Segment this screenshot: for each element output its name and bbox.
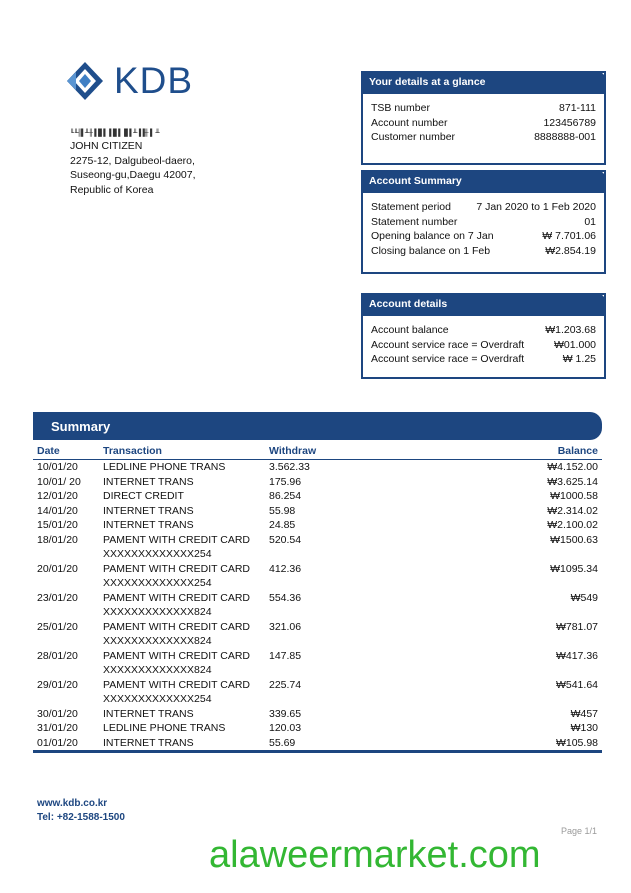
transaction-description: PAMENT WITH CREDIT CARD: [103, 533, 251, 546]
cell-transaction: [99, 489, 265, 504]
account-summary-value: ₩ 7.701.06: [542, 230, 596, 243]
account-summary-row: [371, 215, 596, 230]
cell-transaction: [99, 518, 265, 533]
address-barcode: ╙╙╢▌╨╫▐▐▌▌▐▐▌▌▐▌▌╨▐▐╫▐ ╨: [70, 129, 160, 137]
cell-transaction: [99, 620, 265, 649]
bank-logo: [63, 60, 193, 102]
cell-date: 10/01/ 20: [37, 475, 81, 488]
transaction-description: INTERNET TRANS: [103, 475, 194, 488]
cell-balance: ₩781.07: [555, 620, 598, 633]
transaction-description: LEDLINE PHONE TRANS: [103, 461, 226, 473]
account-details-title: Account details: [361, 293, 606, 316]
transaction-description: INTERNET TRANS: [103, 736, 194, 749]
cell-balance: ₩3.625.14: [547, 475, 598, 488]
account-summary-box: [361, 170, 606, 274]
details-value: 871-111: [559, 102, 596, 114]
cell-transaction: [99, 475, 265, 490]
transaction-description: PAMENT WITH CREDIT CARD: [103, 678, 251, 691]
cell-date: 25/01/20: [37, 620, 78, 633]
cell-date: 01/01/20: [33, 736, 99, 752]
cell-balance: ₩1095.34: [550, 562, 598, 575]
table-row: [33, 721, 602, 736]
account-summary-label: Closing balance on 1 Feb: [371, 244, 491, 257]
account-details-row: [371, 338, 596, 353]
cell-withdraw: 225.74: [269, 678, 302, 691]
cell-withdraw: 339.65: [269, 707, 302, 720]
details-box: [361, 71, 606, 165]
cell-withdraw: 175.96: [269, 475, 302, 488]
details-row: [371, 130, 596, 145]
cell-date: 31/01/20: [37, 722, 78, 734]
account-summary-row: [371, 200, 596, 215]
cell-date: 23/01/20: [37, 591, 78, 604]
details-label: Customer number: [371, 131, 456, 144]
column-header-withdraw: Withdraw: [265, 444, 469, 460]
cell-balance: ₩130: [570, 722, 598, 734]
card-number: XXXXXXXXXXXXX254: [103, 693, 212, 705]
table-row: [33, 460, 602, 475]
cell-date: 29/01/20: [37, 678, 78, 691]
card-number: XXXXXXXXXXXXX254: [103, 577, 212, 589]
account-details-row: [371, 323, 596, 338]
details-row: [371, 101, 596, 116]
cell-balance: ₩2.100.02: [547, 519, 598, 531]
bank-logo-text: KDB: [114, 60, 194, 101]
address-line-3: Republic of Korea: [70, 183, 154, 196]
cell-withdraw: 520.54: [269, 533, 302, 546]
table-header-row: [33, 444, 602, 460]
table-row: [33, 736, 602, 752]
account-summary-row: [371, 244, 596, 259]
cell-date: 28/01/20: [37, 649, 78, 662]
cell-withdraw: 86.254: [269, 490, 302, 502]
cell-transaction: [99, 707, 265, 722]
cell-date: 18/01/20: [37, 533, 78, 546]
cell-date: 30/01/20: [37, 707, 78, 720]
cell-transaction: [99, 649, 265, 678]
cell-transaction: [99, 736, 265, 752]
table-row: [33, 489, 602, 504]
cell-withdraw: 321.06: [269, 620, 302, 633]
address-line-1: 2275-12, Dalgubeol-daero,: [70, 154, 195, 167]
account-details-label: Account balance: [371, 324, 449, 336]
transaction-description: INTERNET TRANS: [103, 504, 194, 517]
cell-transaction: [99, 678, 265, 707]
account-summary-value: ₩2.854.19: [545, 244, 596, 257]
column-header-balance: Balance: [469, 444, 602, 460]
cell-transaction: [99, 721, 265, 736]
cell-balance: ₩549: [570, 591, 598, 604]
cell-date: 20/01/20: [37, 562, 78, 575]
account-summary-value: 7 Jan 2020 to 1 Feb 2020: [476, 201, 596, 213]
cell-date: 12/01/20: [37, 490, 78, 502]
details-label: Account number: [371, 116, 448, 129]
cell-balance: ₩4.152.00: [547, 461, 598, 473]
account-details-value: ₩ 1.25: [562, 353, 596, 366]
watermark-text: alaweermarket.com: [209, 834, 541, 876]
card-number: XXXXXXXXXXXXX824: [103, 606, 212, 618]
cell-date: 10/01/20: [37, 461, 78, 473]
table-row: [33, 518, 602, 533]
details-title: Your details at a glance: [361, 71, 606, 94]
account-summary-value: 01: [584, 215, 596, 228]
account-summary-title: Account Summary: [361, 170, 606, 193]
column-header-transaction: Transaction: [99, 444, 265, 460]
phone-number: Tel: +82-1588-1500: [37, 812, 125, 823]
cell-transaction: [99, 562, 265, 591]
account-details-label: Account service race = Overdraft: [371, 338, 525, 351]
details-label: TSB number: [371, 102, 430, 114]
account-summary-label: Statement number: [371, 215, 458, 228]
details-value: 123456789: [543, 116, 596, 129]
transactions-table: [33, 444, 602, 753]
column-header-date: Date: [33, 444, 99, 460]
table-row: [33, 620, 602, 649]
cell-balance: ₩417.36: [555, 649, 598, 662]
cell-withdraw: 24.85: [269, 519, 296, 531]
table-row: [33, 562, 602, 591]
cell-transaction: [99, 460, 265, 475]
cell-balance: ₩2.314.02: [547, 504, 598, 517]
cell-withdraw: 55.69: [265, 736, 469, 752]
kdb-diamond-logo-icon: [63, 60, 108, 102]
table-row: [33, 475, 602, 490]
account-details-box: [361, 293, 606, 379]
details-value: 8888888-001: [534, 131, 596, 144]
table-row: [33, 649, 602, 678]
cell-withdraw: 412.36: [269, 562, 302, 575]
card-number: XXXXXXXXXXXXX824: [103, 664, 212, 676]
account-details-row: [371, 352, 596, 367]
cell-transaction: [99, 504, 265, 519]
table-row: [33, 591, 602, 620]
account-details-value: ₩01.000: [553, 338, 596, 351]
transaction-description: LEDLINE PHONE TRANS: [103, 722, 226, 734]
card-number: XXXXXXXXXXXXX254: [103, 548, 212, 560]
transaction-description: PAMENT WITH CREDIT CARD: [103, 591, 251, 604]
cell-balance: ₩1000.58: [550, 490, 598, 502]
cell-balance: ₩105.98: [469, 736, 602, 752]
account-summary-label: Statement period: [371, 201, 451, 213]
cell-withdraw: 147.85: [269, 649, 302, 662]
customer-name: JOHN CITIZEN: [70, 140, 143, 152]
cell-balance: ₩1500.63: [550, 533, 598, 546]
page-number: Page 1/1: [560, 826, 597, 836]
website-link[interactable]: www.kdb.co.kr: [37, 798, 108, 809]
account-details-value: ₩1.203.68: [545, 324, 596, 336]
cell-date: 14/01/20: [37, 504, 78, 517]
account-summary-label: Opening balance on 7 Jan: [371, 230, 494, 243]
transaction-description: DIRECT CREDIT: [103, 490, 184, 502]
transaction-description: INTERNET TRANS: [103, 519, 194, 531]
cell-withdraw: 554.36: [269, 591, 302, 604]
customer-address-block: [70, 139, 196, 197]
cell-date: 15/01/20: [37, 519, 78, 531]
cell-transaction: [99, 533, 265, 562]
cell-transaction: [99, 591, 265, 620]
transaction-description: INTERNET TRANS: [103, 707, 194, 720]
table-row: [33, 504, 602, 519]
table-row: [33, 707, 602, 722]
cell-withdraw: 3.562.33: [269, 461, 310, 473]
details-row: [371, 116, 596, 131]
account-details-label: Account service race = Overdraft: [371, 353, 525, 366]
address-line-2: Suseong-gu,Daegu 42007,: [70, 169, 196, 181]
footer-contact: [37, 797, 125, 825]
cell-withdraw: 55.98: [269, 504, 296, 517]
transaction-description: PAMENT WITH CREDIT CARD: [103, 620, 251, 633]
table-row: [33, 678, 602, 707]
table-row: [33, 533, 602, 562]
cell-withdraw: 120.03: [269, 722, 302, 734]
card-number: XXXXXXXXXXXXX824: [103, 635, 212, 647]
summary-title: Summary: [33, 412, 602, 440]
account-summary-row: [371, 229, 596, 244]
cell-balance: ₩541.64: [555, 678, 598, 691]
transaction-description: PAMENT WITH CREDIT CARD: [103, 649, 251, 662]
transaction-description: PAMENT WITH CREDIT CARD: [103, 562, 251, 575]
cell-balance: ₩457: [570, 707, 598, 720]
